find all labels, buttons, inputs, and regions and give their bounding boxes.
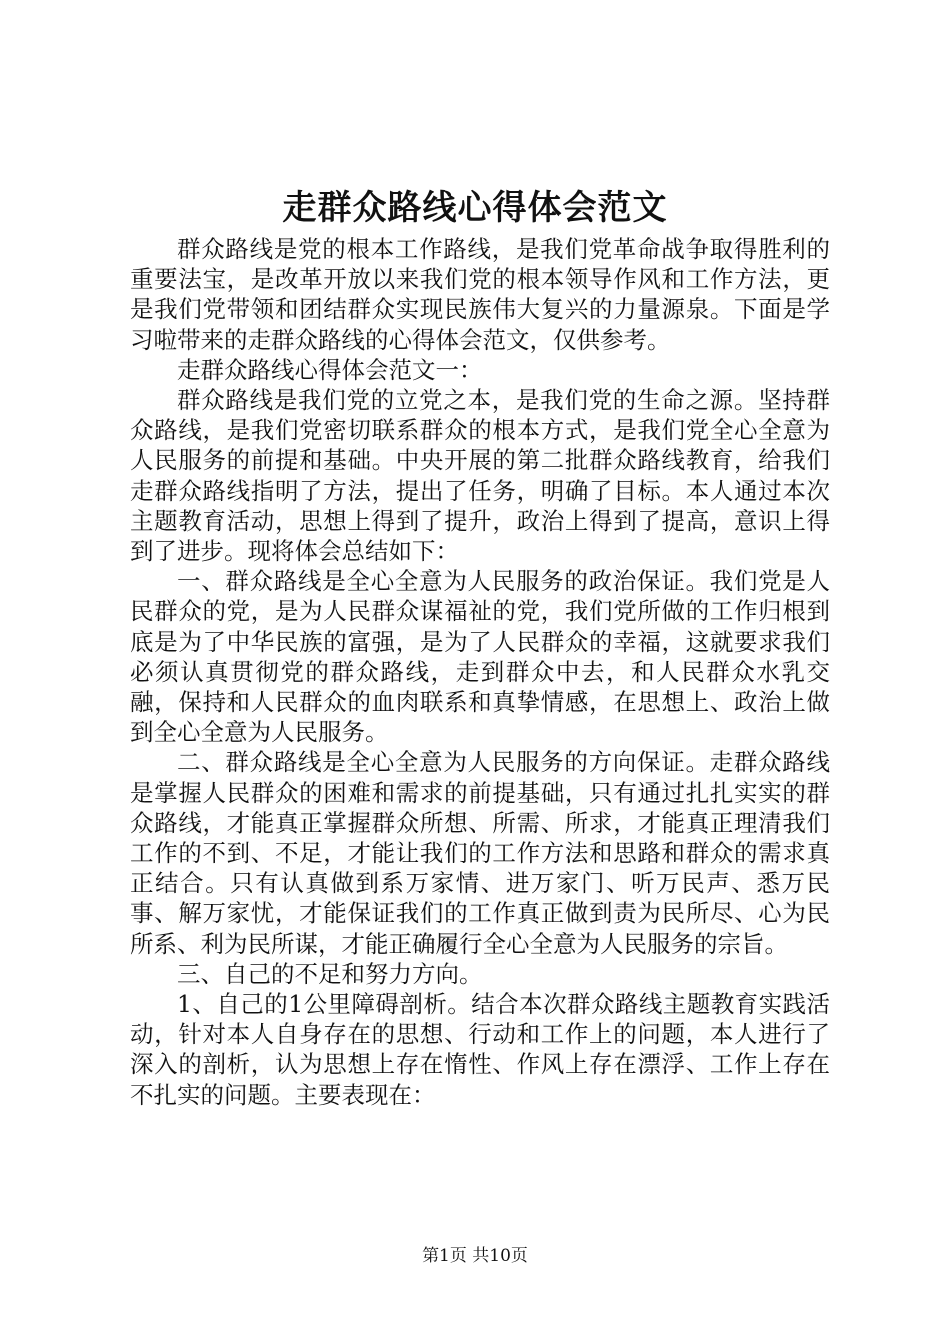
- document-title: 走群众路线心得体会范文: [282, 188, 668, 228]
- document-body: [130, 234, 830, 1110]
- paragraph-point-three: 三、自己的不足和努力方向。: [177, 959, 483, 988]
- paragraph-self-analysis: 1、自己的1公里障碍剖析。结合本次群众路线主题教育实践活动，针对本人自身存在的思想、行动和工作上的问题，本人进行了深入的剖析，认为思想上存在惰性、作风上存在漂浮、工作上存在不扎实的问题。主要表现在：: [130, 990, 830, 1109]
- paragraph-mass-line-foundation: 群众路线是我们党的立党之本，是我们党的生命之源。坚持群众路线，是我们党密切联系群众的根本方式，是我们党全心全意为人民服务的前提和基础。中央开展的第二批群众路线教育，给我们走群众路线指明了方法，提出了任务，明确了目标。本人通过本次主题教育活动，思想上得到了提升，政治上得到了提高，意识上得到了进步。现将体会总结如下：: [130, 386, 830, 566]
- paragraph-intro: 群众路线是党的根本工作路线，是我们党革命战争取得胜利的重要法宝，是改革开放以来我们党的根本领导作风和工作方法，更是我们党带领和团结群众实现民族伟大复兴的力量源泉。下面是学习啦带来的走群众路线的心得体会范文，仅供参考。: [130, 235, 830, 354]
- page-footer: 第1页 共10页: [422, 1246, 528, 1266]
- paragraph-heading-sample-one: 走群众路线心得体会范文一：: [177, 355, 483, 384]
- paragraph-point-one: 一、群众路线是全心全意为人民服务的政治保证。我们党是人民群众的党，是为人民群众谋福祉的党，我们党所做的工作归根到底是为了中华民族的富强，是为了人民群众的幸福，这就要求我们必须认真贯彻党的群众路线，走到群众中去，和人民群众水乳交融，保持和人民群众的血肉联系和真挚情感，在思想上、政治上做到全心全意为人民服务。: [130, 567, 830, 747]
- paragraph-point-two: 二、群众路线是全心全意为人民服务的方向保证。走群众路线是掌握人民群众的困难和需求的前提基础，只有通过扎扎实实的群众路线，才能真正掌握群众所想、所需、所求，才能真正理清我们工作的不到、不足，才能让我们的工作方法和思路和群众的需求真正结合。只有认真做到系万家情、进万家门、听万民声、悉万民事、解万家忧，才能保证我们的工作真正做到责为民所尽、心为民所系、利为民所谋，才能正确履行全心全意为人民服务的宗旨。: [130, 748, 830, 958]
